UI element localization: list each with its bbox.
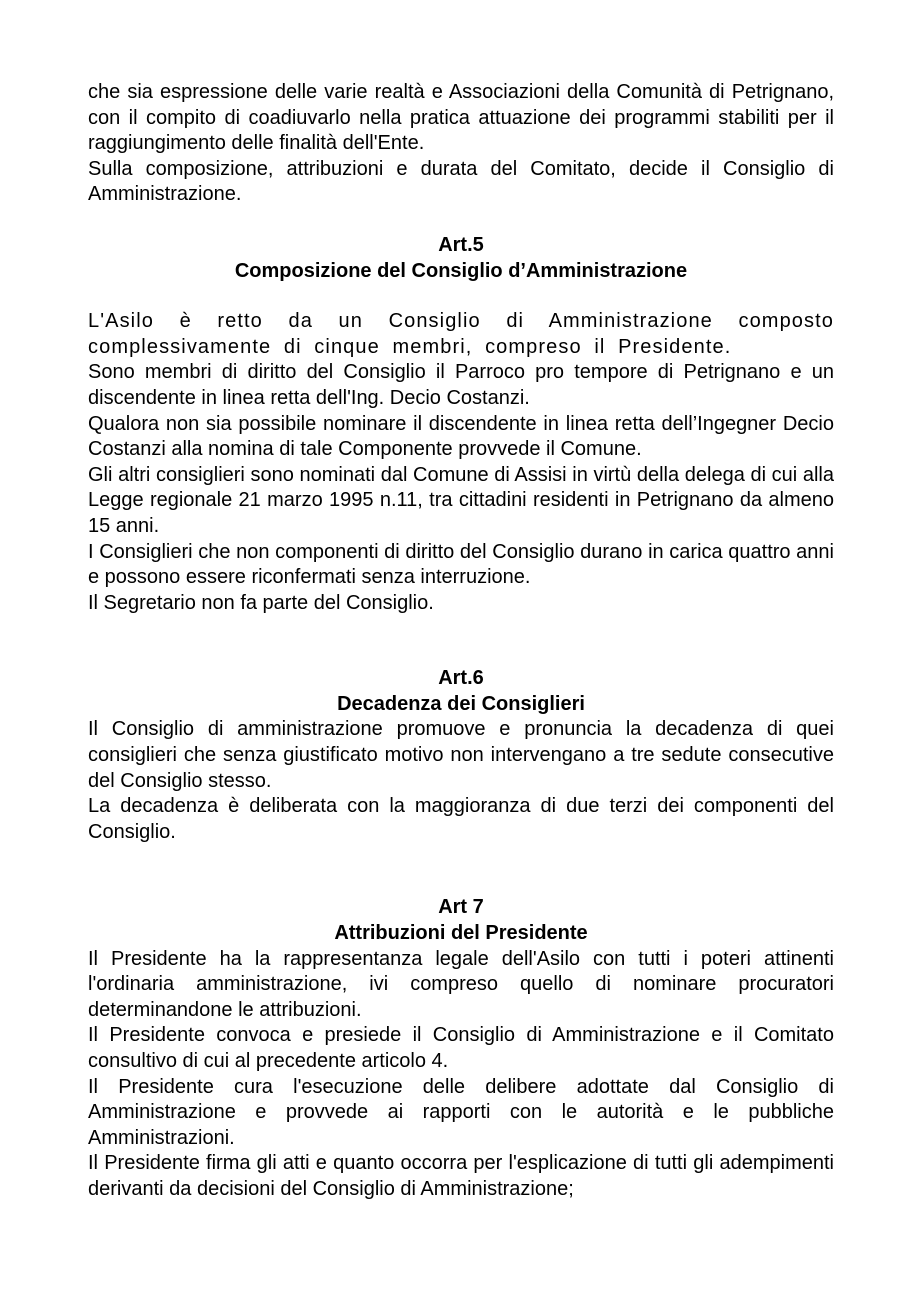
article-5 bbox=[88, 233, 834, 616]
article-title: Composizione del Consiglio d’Amministrazione bbox=[234, 259, 688, 282]
article-paragraph: Il Presidente firma gli atti e quanto occorra per l'esplicazione di tutti gli adempimenti derivanti da decisioni del Consiglio di Amministrazione; bbox=[88, 1152, 834, 1200]
article-paragraph: L'Asilo è retto da un Consiglio di Amministrazione composto complessivamente di cinque membri, compreso il Presidente. bbox=[88, 310, 834, 358]
intro-paragraph: Sulla composizione, attribuzioni e durata del Comitato, decide il Consiglio di Amministrazione. bbox=[88, 157, 834, 206]
document-page bbox=[88, 80, 834, 1203]
intro-paragraph: che sia espressione delle varie realtà e Associazioni della Comunità di Petrignano, con il compito di coadiuvarlo nella pratica attuazione dei programmi stabiliti per il raggiungimento delle finalità dell'Ente. bbox=[88, 81, 834, 155]
article-number: Art.6 bbox=[438, 667, 484, 690]
article-6 bbox=[88, 666, 834, 845]
article-7 bbox=[88, 895, 834, 1202]
spacer bbox=[88, 616, 834, 666]
article-paragraph: I Consiglieri che non componenti di diritto del Consiglio durano in carica quattro anni e possono essere riconfermati senza interruzione. bbox=[88, 540, 834, 589]
article-paragraph: La decadenza è deliberata con la maggioranza di due terzi dei componenti del Consiglio. bbox=[88, 795, 834, 843]
spacer bbox=[88, 845, 834, 895]
article-number: Art.5 bbox=[438, 233, 484, 256]
spacer bbox=[88, 284, 834, 309]
article-title: Attribuzioni del Presidente bbox=[334, 922, 588, 945]
article-paragraph: Il Presidente cura l'esecuzione delle delibere adottate dal Consiglio di Amministrazione e provvede ai rapporti con le autorità e le pubbliche Amministrazioni. bbox=[88, 1075, 834, 1149]
article-number: Art 7 bbox=[438, 896, 484, 919]
spacer bbox=[88, 208, 834, 233]
article-paragraph: Il Presidente ha la rappresentanza legale dell'Asilo con tutti i poteri attinenti l'ordinaria amministrazione, ivi compreso quello di nominare procuratori determinandone le attribuzioni. bbox=[88, 947, 834, 1021]
article-paragraph: Il Consiglio di amministrazione promuove e pronuncia la decadenza di quei consiglieri che senza giustificato motivo non intervengano a tre sedute consecutive del Consiglio stesso. bbox=[88, 718, 834, 792]
article-paragraph: Il Segretario non fa parte del Consiglio. bbox=[88, 591, 434, 614]
article-paragraph: Qualora non sia possibile nominare il discendente in linea retta dell’Ingegner Decio Costanzi alla nomina di tale Componente provvede il Comune. bbox=[88, 412, 834, 461]
article-paragraph: Gli altri consiglieri sono nominati dal Comune di Assisi in virtù della delega di cui alla Legge regionale 21 marzo 1995 n.11, tra cittadini residenti in Petrignano da almeno 15 anni. bbox=[88, 463, 834, 537]
article-paragraph: Il Presidente convoca e presiede il Consiglio di Amministrazione e il Comitato consultivo di cui al precedente articolo 4. bbox=[88, 1024, 834, 1072]
article-title: Decadenza dei Consiglieri bbox=[337, 692, 585, 715]
article-paragraph: Sono membri di diritto del Consiglio il Parroco pro tempore di Petrignano e un discendente in linea retta dell'Ing. Decio Costanzi. bbox=[88, 361, 834, 409]
